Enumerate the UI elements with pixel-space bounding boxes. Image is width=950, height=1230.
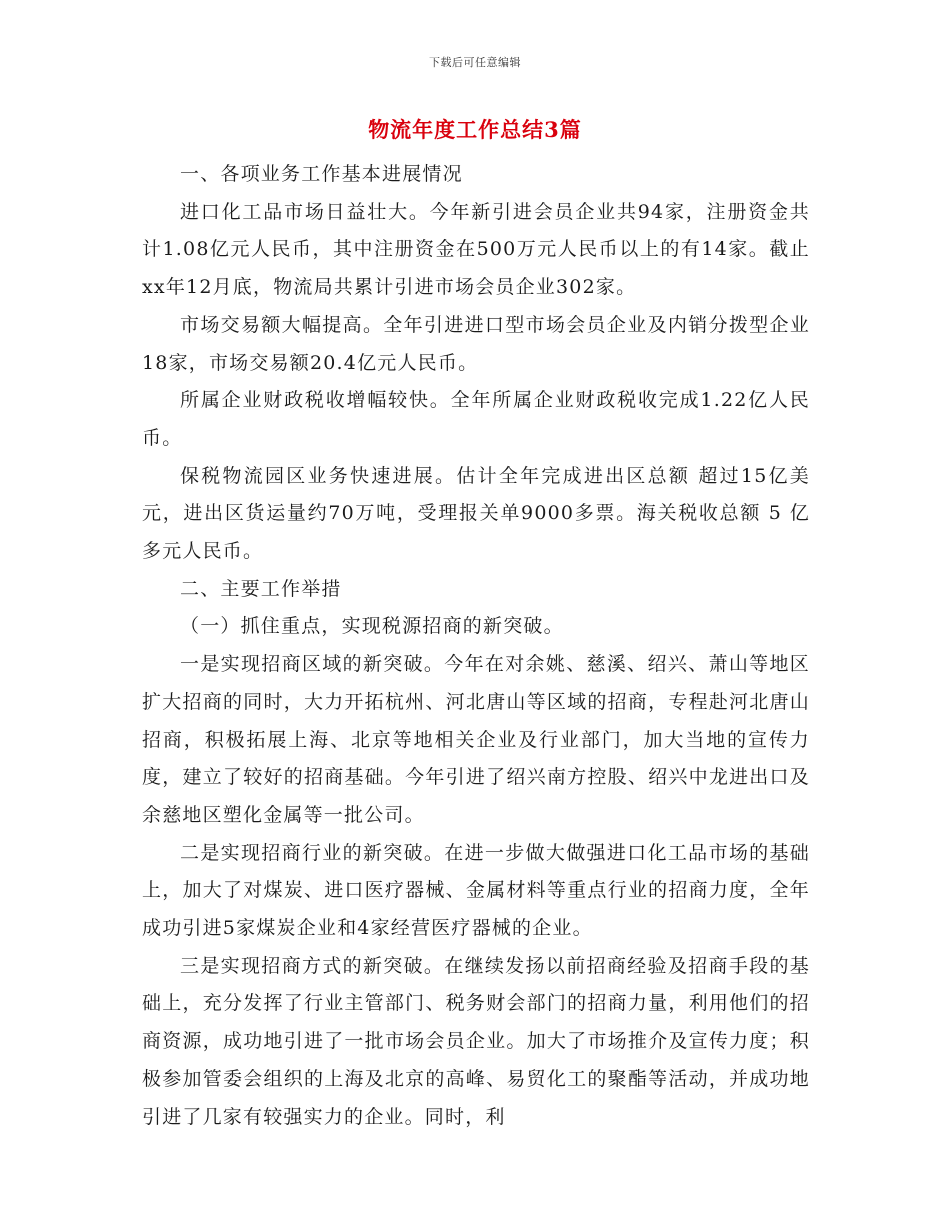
paragraph: 进口化工品市场日益壮大。今年新引进会员企业共94家，注册资金共计1.08亿元人民币，其中注册资金在500万元人民币以上的有14家。截止xx年12月底，物流局共累计引进市场会员企业302家。 (142, 200, 810, 299)
paragraph: 市场交易额大幅提高。全年引进进口型市场会员企业及内销分拨型企业18家，市场交易额20.4亿元人民币。 (142, 313, 810, 374)
paragraph: 三是实现招商方式的新突破。在继续发扬以前招商经验及招商手段的基础上，充分发挥了行业主管部门、税务财会部门的招商力量，利用他们的招商资源，成功地引进了一批市场会员企业。加大了市场推介及宣传力度；积极参加管委会组织的上海及北京的高峰、易贸化工的聚酯等活动，并成功地引进了几家有较强实力的企业。同时，利 (142, 954, 810, 1128)
document-title: 物流年度工作总结3篇 (368, 117, 582, 142)
paragraph: 保税物流园区业务快速进展。估计全年完成进出区总额 超过15亿美元，进出区货运量约70万吨，受理报关单9000多票。海关税收总额 5 亿多元人民币。 (142, 464, 810, 563)
paragraph: 二是实现招商行业的新突破。在进一步做大做强进口化工品市场的基础上，加大了对煤炭、进口医疗器械、金属材料等重点行业的招商力度，全年成功引进5家煤炭企业和4家经营医疗器械的企业。 (142, 841, 810, 940)
paragraph: 所属企业财政税收增幅较快。全年所属企业财政税收完成1.22亿人民币。 (142, 389, 810, 449)
header-note: 下载后可任意编辑 (429, 56, 521, 69)
section-heading: 一、各项业务工作基本进展情况 (180, 163, 463, 185)
section-heading: 二、主要工作举措 (180, 577, 342, 600)
document-body (142, 156, 810, 1136)
subsection-heading: （一）抓住重点，实现税源招商的新突破。 (180, 615, 564, 638)
paragraph: 一是实现招商区域的新突破。今年在对余姚、慈溪、绍兴、萧山等地区扩大招商的同时，大力开拓杭州、河北唐山等区域的招商，专程赴河北唐山招商，积极拓展上海、北京等地相关企业及行业部门，加大当地的宣传力度，建立了较好的招商基础。今年引进了绍兴南方控股、绍兴中龙进出口及余慈地区塑化金属等一批公司。 (142, 653, 810, 826)
